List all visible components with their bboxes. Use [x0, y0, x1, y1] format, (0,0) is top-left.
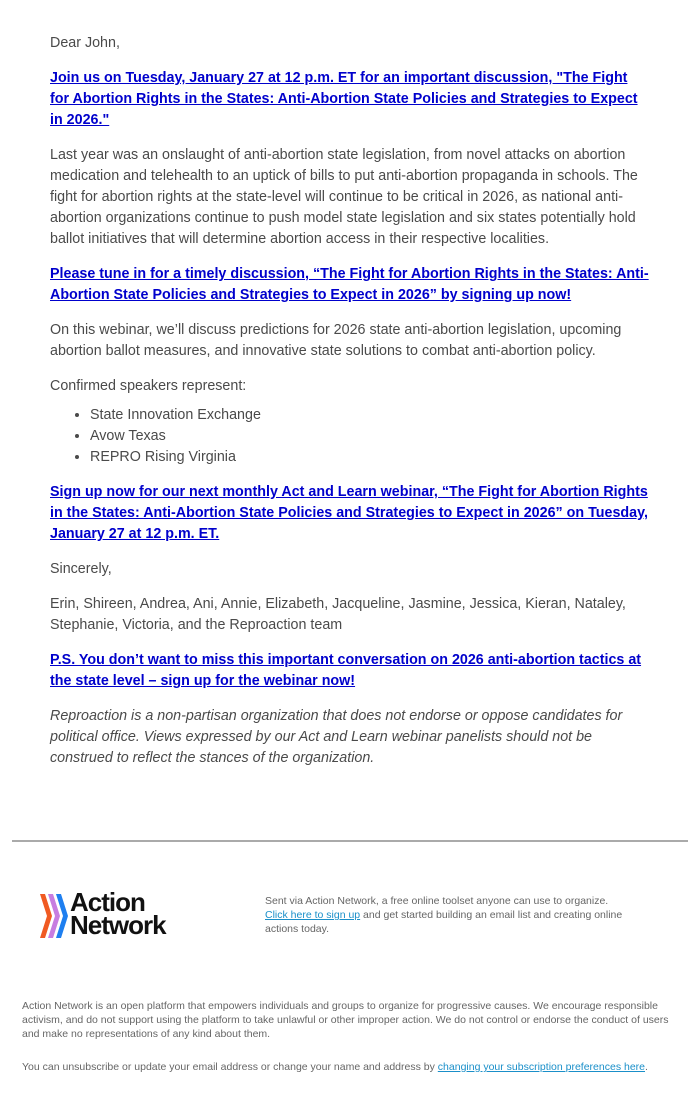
action-network-logo[interactable]	[40, 887, 190, 941]
chevrons-icon	[40, 892, 70, 940]
ps-link[interactable]: P.S. You don’t want to miss this important conversation on 2026 anti-abortion tactics at the state level – sign up for the webinar now!	[50, 652, 642, 689]
speaker-item: • Avow Texas	[90, 426, 650, 447]
unsubscribe-prefix: You can unsubscribe or update your email address or change your name and address by	[22, 1061, 438, 1073]
intro-paragraph: Last year was an onslaught of anti-abortion state legislation, from novel attacks on abortion medication and telehealth to an uptick of bills to put anti-abortion propaganda in schools. The fight for abortion rights at the state-level will continue to be critical in 2026, as national anti-abortion organizations continue to push model state legislation and six states potentially hold ballot initiatives that will determine abortion access in their respective localities.	[50, 147, 638, 247]
speaker-item: • State Innovation Exchange	[90, 405, 650, 426]
logo-line-1: Action	[70, 887, 145, 917]
unsubscribe-end: .	[645, 1061, 648, 1073]
speakers-intro: Confirmed speakers represent:	[50, 378, 247, 394]
unsubscribe-text	[22, 1060, 687, 1074]
speaker-item: • REPRO Rising Virginia	[90, 447, 650, 468]
event-link[interactable]: Join us on Tuesday, January 27 at 12 p.m. ET for an important discussion, "The Fight for Abortion Rights in the States: Anti-Abortion State Policies and Strategies to Expect in 2026."	[50, 70, 638, 128]
logo-line-2: Network	[70, 910, 166, 940]
tune-in-link[interactable]: Please tune in for a timely discussion, “The Fight for Abortion Rights in the States: Anti-Abortion State Policies and Strategies to Expect in 2026” by signing up now!	[50, 266, 649, 303]
email-body	[50, 33, 650, 783]
sent-via-text	[265, 894, 645, 936]
disclaimer: Reproaction is a non-partisan organization that does not endorse or oppose candidates for political office. Views expressed by our Act and Learn webinar panelists should not be construed to reflect the stances of the organization.	[50, 708, 623, 766]
subscription-preferences-link[interactable]: changing your subscription preferences here	[437, 1061, 646, 1073]
click-to-signup-link[interactable]: Click here to sign up	[265, 909, 361, 921]
sent-rest: and get started building an email list and creating online actions today.	[265, 909, 623, 935]
closing: Sincerely,	[50, 561, 112, 577]
greeting: Dear John,	[50, 35, 120, 51]
signers: Erin, Shireen, Andrea, Ani, Annie, Elizabeth, Jacqueline, Jasmine, Jessica, Kieran, Nataley, Stephanie, Victoria, and the Reproaction team	[50, 596, 626, 633]
about-text: Action Network is an open platform that empowers individuals and groups to organize for progressive causes. We encourage responsible activism, and do not support using the platform to take unlawful or other improper action. We do not control or endorse the conduct of users and make no representations of any kind about them.	[22, 1000, 669, 1040]
divider	[12, 840, 688, 842]
webinar-paragraph: On this webinar, we’ll discuss predictions for 2026 state anti-abortion legislation, upcoming abortion ballot measures, and innovative state solutions to combat anti-abortion policy.	[50, 322, 622, 359]
speakers-list	[50, 405, 650, 468]
sent-via: Sent via Action Network, a free online toolset anyone can use to organize.	[265, 895, 609, 907]
signup-link[interactable]: Sign up now for our next monthly Act and Learn webinar, “The Fight for Abortion Rights in the States: Anti-Abortion State Policies and Strategies to Expect in 2026” on Tuesday, January 27 at 12 p.m. ET.	[50, 484, 648, 542]
